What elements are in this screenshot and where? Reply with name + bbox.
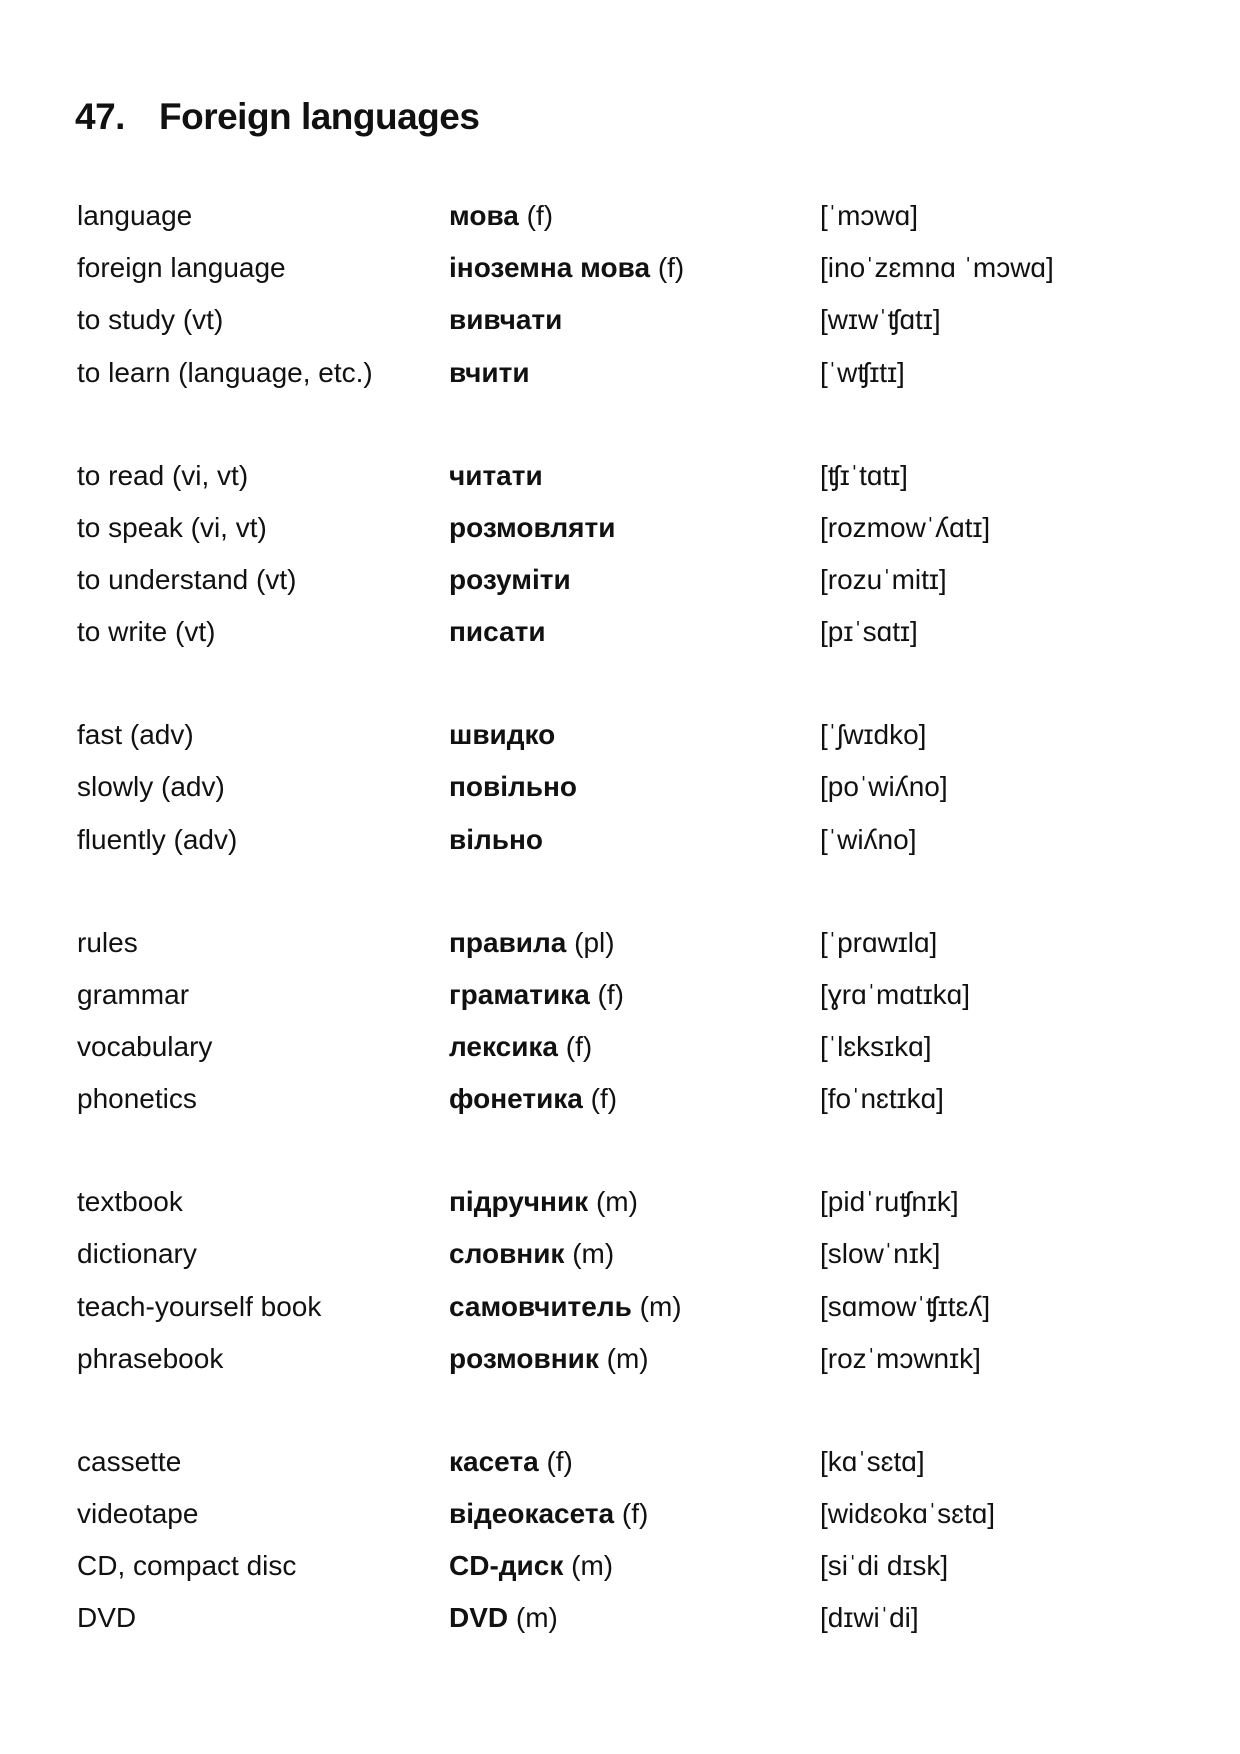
vocab-row xyxy=(0,508,1240,548)
english-term: foreign language xyxy=(77,252,286,283)
vocab-row xyxy=(0,923,1240,963)
ukrainian-term xyxy=(449,1442,573,1482)
ukrainian-term xyxy=(449,1339,649,1379)
english-term: to speak (vi, vt) xyxy=(77,512,267,543)
transcription: [rozuˈmitɪ] xyxy=(820,564,947,595)
transcription: [widɛokɑˈsɛtɑ] xyxy=(820,1498,996,1529)
vocab-row xyxy=(0,1442,1240,1482)
vocab-row xyxy=(0,248,1240,288)
transcription: [inoˈzɛmnɑ ˈmɔwɑ] xyxy=(820,252,1054,283)
vocab-row xyxy=(0,1287,1240,1327)
vocab-row xyxy=(0,196,1240,236)
ukrainian-word: самовчитель xyxy=(449,1291,632,1322)
section-number: 47. xyxy=(75,96,125,137)
grammatical-gender: (f) xyxy=(621,1498,649,1529)
ukrainian-word: розмовляти xyxy=(449,512,616,543)
english-term: vocabulary xyxy=(77,1031,213,1062)
english-term: cassette xyxy=(77,1446,182,1477)
ukrainian-word: іноземна мова xyxy=(449,252,651,283)
grammatical-gender: (m) xyxy=(515,1602,558,1633)
ukrainian-term xyxy=(449,612,546,652)
transcription: [slowˈnɪk] xyxy=(820,1238,941,1269)
grammatical-gender: (f) xyxy=(565,1031,593,1062)
vocab-row xyxy=(0,1339,1240,1379)
ukrainian-term xyxy=(449,300,562,340)
vocab-row xyxy=(0,975,1240,1015)
english-term: language xyxy=(77,200,193,231)
ukrainian-term xyxy=(449,1546,613,1586)
ukrainian-term xyxy=(449,1027,592,1067)
ukrainian-term xyxy=(449,1598,558,1638)
vocab-row xyxy=(0,300,1240,340)
vocab-row xyxy=(0,456,1240,496)
ukrainian-term xyxy=(449,923,615,963)
english-term: phonetics xyxy=(77,1083,197,1114)
transcription: [ʧɪˈtɑtɪ] xyxy=(820,460,908,491)
grammatical-gender: (m) xyxy=(639,1291,682,1322)
grammatical-gender: (m) xyxy=(606,1343,649,1374)
transcription: [siˈdi dɪsk] xyxy=(820,1550,949,1581)
transcription: [ˈprɑwɪlɑ] xyxy=(820,927,938,958)
english-term: teach-yourself book xyxy=(77,1291,322,1322)
grammatical-gender: (f) xyxy=(597,979,624,1010)
section-title: Foreign languages xyxy=(159,96,480,137)
transcription: [poˈwiʎno] xyxy=(820,771,948,802)
grammatical-gender: (f) xyxy=(657,252,685,283)
ukrainian-term xyxy=(449,508,615,548)
transcription: [sɑmowˈʧɪtɛʎ] xyxy=(820,1291,991,1322)
ukrainian-term xyxy=(449,1182,638,1222)
english-term: rules xyxy=(77,927,138,958)
ukrainian-term xyxy=(449,1494,648,1534)
english-term: grammar xyxy=(77,979,190,1010)
ukrainian-word: вивчати xyxy=(449,304,563,335)
english-term: to study (vt) xyxy=(77,304,224,335)
ukrainian-word: лексика xyxy=(449,1031,559,1062)
ukrainian-word: правила xyxy=(449,927,567,958)
ukrainian-term xyxy=(449,196,553,236)
english-term: DVD xyxy=(77,1602,137,1633)
vocab-row xyxy=(0,1494,1240,1534)
vocab-row xyxy=(0,1598,1240,1638)
vocab-row xyxy=(0,1182,1240,1222)
vocab-row xyxy=(0,1234,1240,1274)
english-term: CD, compact disc xyxy=(77,1550,297,1581)
transcription: [wɪwˈʧɑtɪ] xyxy=(820,304,941,335)
transcription: [pidˈruʧnɪk] xyxy=(820,1186,959,1217)
english-term: to learn (language, etc.) xyxy=(77,357,373,388)
transcription: [ˈʃwɪdko] xyxy=(820,719,927,750)
ukrainian-term xyxy=(449,1287,682,1327)
ukrainian-word: повільно xyxy=(449,771,578,802)
grammatical-gender: (m) xyxy=(595,1186,638,1217)
english-term: fluently (adv) xyxy=(77,824,238,855)
transcription: [ˈwʧɪtɪ] xyxy=(820,357,905,388)
ukrainian-word: писати xyxy=(449,616,546,647)
ukrainian-word: підручник xyxy=(449,1186,589,1217)
grammatical-gender: (f) xyxy=(546,1446,573,1477)
vocab-row xyxy=(0,1027,1240,1067)
ukrainian-word: словник xyxy=(449,1238,565,1269)
english-term: fast (adv) xyxy=(77,719,194,750)
english-term: videotape xyxy=(77,1498,199,1529)
vocab-row xyxy=(0,1079,1240,1119)
ukrainian-word: розуміти xyxy=(449,564,571,595)
transcription: [ɣrɑˈmɑtɪkɑ] xyxy=(820,979,971,1010)
english-term: to understand (vt) xyxy=(77,564,297,595)
english-term: textbook xyxy=(77,1186,183,1217)
ukrainian-term xyxy=(449,456,543,496)
transcription: [ˈmɔwɑ] xyxy=(820,200,918,231)
grammatical-gender: (pl) xyxy=(574,927,615,958)
ukrainian-word: граматика xyxy=(449,979,590,1010)
transcription: [rozˈmɔwnɪk] xyxy=(820,1343,981,1374)
grammatical-gender: (m) xyxy=(572,1238,615,1269)
ukrainian-word: вчити xyxy=(449,357,530,388)
ukrainian-term xyxy=(449,975,624,1015)
vocab-row xyxy=(0,353,1240,393)
ukrainian-term xyxy=(449,560,571,600)
vocab-row xyxy=(0,820,1240,860)
vocab-row xyxy=(0,560,1240,600)
ukrainian-word: касета xyxy=(449,1446,539,1477)
ukrainian-term xyxy=(449,1234,614,1274)
grammatical-gender: (f) xyxy=(590,1083,618,1114)
vocab-row xyxy=(0,1546,1240,1586)
ukrainian-word: вільно xyxy=(449,824,544,855)
english-term: phrasebook xyxy=(77,1343,224,1374)
ukrainian-term xyxy=(449,248,684,288)
ukrainian-word: DVD xyxy=(449,1602,509,1633)
ukrainian-term xyxy=(449,1079,617,1119)
transcription: [pɪˈsɑtɪ] xyxy=(820,616,918,647)
ukrainian-term xyxy=(449,353,530,393)
ukrainian-term xyxy=(449,715,555,755)
english-term: dictionary xyxy=(77,1238,197,1269)
ukrainian-word: фонетика xyxy=(449,1083,583,1114)
transcription: [kɑˈsɛtɑ] xyxy=(820,1446,925,1477)
transcription: [dɪwiˈdi] xyxy=(820,1602,919,1633)
grammatical-gender: (f) xyxy=(526,200,554,231)
english-term: to write (vt) xyxy=(77,616,216,647)
transcription: [ˈwiʎno] xyxy=(820,824,917,855)
ukrainian-word: CD-диск xyxy=(449,1550,564,1581)
transcription: [ˈlɛksɪkɑ] xyxy=(820,1031,932,1062)
ukrainian-word: розмовник xyxy=(449,1343,599,1374)
ukrainian-word: читати xyxy=(449,460,543,491)
ukrainian-word: швидко xyxy=(449,719,556,750)
english-term: slowly (adv) xyxy=(77,771,225,802)
english-term: to read (vi, vt) xyxy=(77,460,249,491)
vocab-row xyxy=(0,612,1240,652)
ukrainian-term xyxy=(449,767,577,807)
ukrainian-term xyxy=(449,820,543,860)
vocab-row xyxy=(0,715,1240,755)
transcription: [rozmowˈʎɑtɪ] xyxy=(820,512,991,543)
ukrainian-word: відеокасета xyxy=(449,1498,615,1529)
transcription: [foˈnɛtɪkɑ] xyxy=(820,1083,944,1114)
ukrainian-word: мова xyxy=(449,200,519,231)
grammatical-gender: (m) xyxy=(571,1550,614,1581)
vocab-row xyxy=(0,767,1240,807)
